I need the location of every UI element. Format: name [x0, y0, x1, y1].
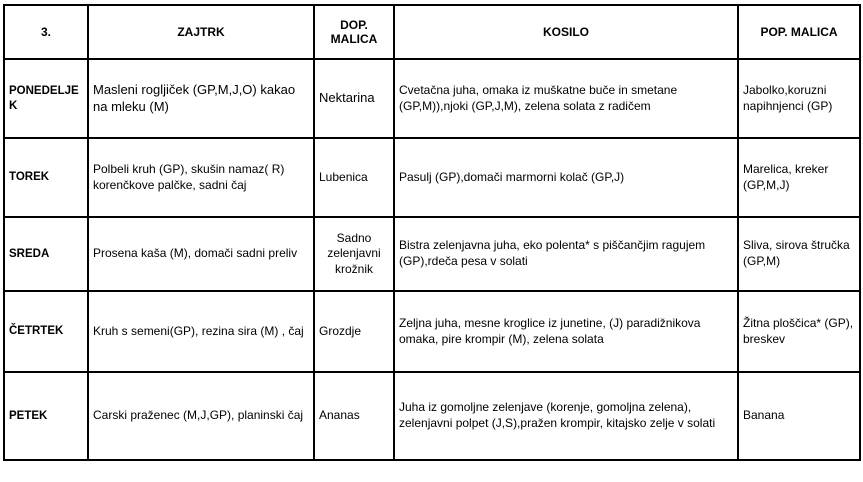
kosilo-cell: Zeljna juha, mesne kroglice iz junetine, (J) paradižnikova omaka, pire krompir (M), zelena solata — [394, 291, 738, 372]
pop-malica-cell: Banana — [738, 372, 860, 460]
pop-malica-cell: Marelica, kreker (GP,M,J) — [738, 138, 860, 217]
header-dop-malica-line2: MALICA — [330, 32, 378, 46]
header-zajtrk: ZAJTRK — [88, 5, 314, 59]
dop-malica-cell: Sadno zelenjavni krožnik — [314, 217, 394, 291]
kosilo-cell: Bistra zelenjavna juha, eko polenta* s piščančjim ragujem (GP),rdeča pesa v solati — [394, 217, 738, 291]
day-cell: SREDA — [4, 217, 88, 291]
day-label-line1: PONEDELJE — [9, 84, 79, 97]
day-label-line2: K — [9, 99, 18, 112]
dop-malica-cell: Nektarina — [314, 59, 394, 138]
zajtrk-cell: Polbeli kruh (GP), skušin namaz( R) korenčkove palčke, sadni čaj — [88, 138, 314, 217]
dop-malica-cell: Grozdje — [314, 291, 394, 372]
header-row — [4, 5, 860, 59]
dop-malica-cell: Lubenica — [314, 138, 394, 217]
header-dop-malica — [314, 5, 394, 59]
day-cell: TOREK — [4, 138, 88, 217]
pop-malica-cell: Jabolko,koruzni napihnjenci (GP) — [738, 59, 860, 138]
pop-malica-cell: Žitna ploščica* (GP), breskev — [738, 291, 860, 372]
header-number: 3. — [4, 5, 88, 59]
zajtrk-cell: Prosena kaša (M), domači sadni preliv — [88, 217, 314, 291]
day-cell: ČETRTEK — [4, 291, 88, 372]
zajtrk-cell: Kruh s semeni(GP), rezina sira (M) , čaj — [88, 291, 314, 372]
header-kosilo: KOSILO — [394, 5, 738, 59]
menu-table — [3, 4, 861, 461]
header-dop-malica-line1: DOP. — [340, 18, 368, 32]
zajtrk-cell: Carski praženec (M,J,GP), planinski čaj — [88, 372, 314, 460]
header-pop-malica: POP. MALICA — [738, 5, 860, 59]
kosilo-cell: Juha iz gomoljne zelenjave (korenje, gomoljna zelena), zelenjavni polpet (J,S),pražen krompir, kitajsko zelje v solati — [394, 372, 738, 460]
table-row — [4, 138, 860, 217]
zajtrk-cell: Masleni rogljiček (GP,M,J,O) kakao na mleku (M) — [88, 59, 314, 138]
table-row — [4, 291, 860, 372]
day-cell — [4, 59, 88, 138]
table-row — [4, 372, 860, 460]
kosilo-cell: Cvetačna juha, omaka iz muškatne buče in smetane (GP,M)),njoki (GP,J,M), zelena solata z radičem — [394, 59, 738, 138]
dop-malica-cell: Ananas — [314, 372, 394, 460]
table-row — [4, 59, 860, 138]
pop-malica-cell: Sliva, sirova štručka (GP,M) — [738, 217, 860, 291]
day-cell: PETEK — [4, 372, 88, 460]
kosilo-cell: Pasulj (GP),domači marmorni kolač (GP,J) — [394, 138, 738, 217]
table-row — [4, 217, 860, 291]
